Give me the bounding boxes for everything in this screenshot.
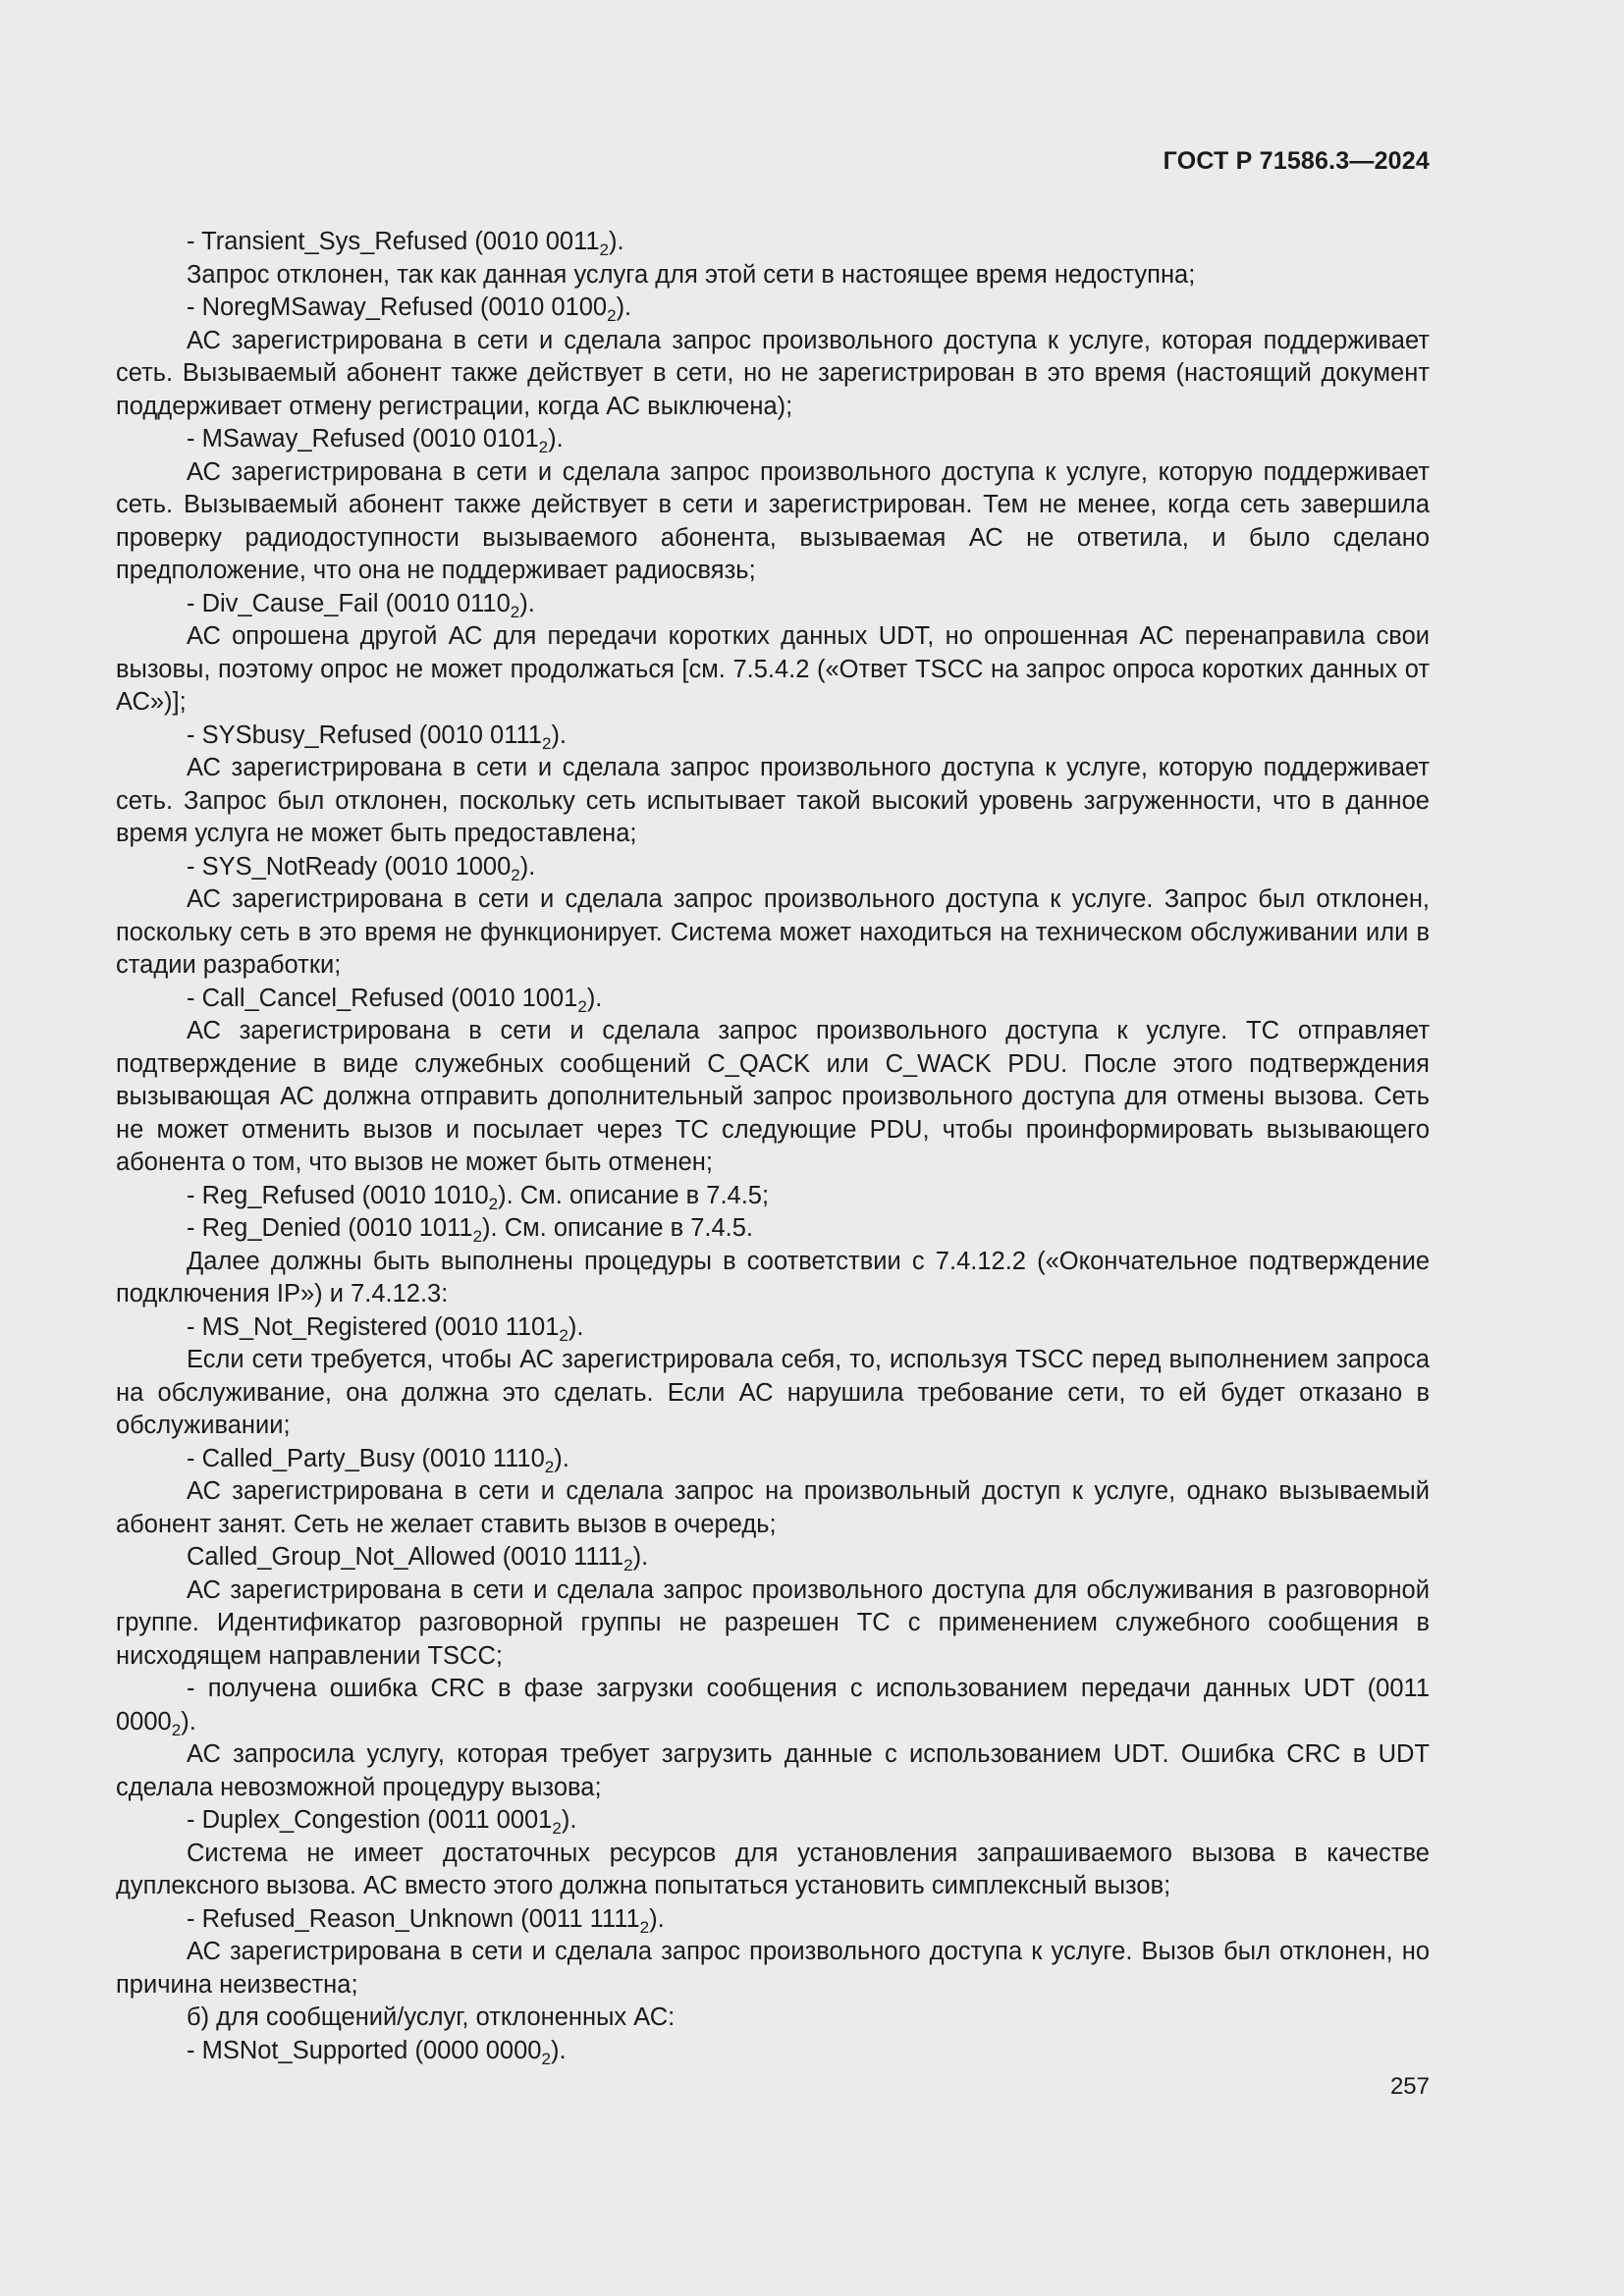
cause-description: АС зарегистрирована в сети и сделала запрос произвольного доступа к услуге. ТС отправляет подтверждение в виде служебных сообщений C_QACK или C_WACK PDU. После этого подтверждения вызывающая АС должна отправить дополнительный запрос произвольного доступа для отмены вызова. Сеть не может отменить вызов и посылает через ТС следующие PDU, чтобы проинформировать вызывающего абонента о том, что вызов не может быть отменен;: [116, 1017, 1430, 1176]
crc-item: - получена ошибка CRC в фазе загрузки сообщения с использованием передачи данных UDT (0011 $0000_2$).: [116, 1675, 1430, 1739]
document-body: [116, 226, 1430, 2067]
cause-code: - Refused_Reason_Unknown (0011 $1111_2$).: [187, 1904, 665, 1937]
cause-description: АС зарегистрирована в сети и сделала запрос произвольного доступа к услуге, которую поддерживает сеть. Вызываемый абонент также действует в сети и зарегистрирован. Тем не менее, когда сеть завершила проверку радиодоступности вызываемого абонента, вызываемая АС не ответила, и было сделано предположение, что она не поддерживает радиосвязь;: [116, 457, 1430, 584]
cause-description: АС опрошена другой АС для передачи коротких данных UDT, но опрошенная АС перенаправила свои вызовы, поэтому опрос не может продолжаться [см. 7.5.4.2 («Ответ TSCC на запрос опроса коротких данных от АС»)];: [116, 622, 1430, 716]
cause-description: Запрос отклонен, так как данная услуга для этой сети в настоящее время недоступна;: [187, 260, 1196, 289]
cause-description: АС зарегистрирована в сети и сделала запрос произвольного доступа для обслуживания в разговорной группе. Идентификатор разговорной группы не разрешен ТС с применением служебного сообщения в нисходящем направлении TSCC;: [116, 1575, 1430, 1670]
cause-code: - Transient_Sys_Refused (0010 $0011_2$).: [187, 228, 624, 259]
cause-code: - MS_Not_Registered (0010 $1101_2$).: [187, 1312, 584, 1345]
cause-description: Система не имеет достаточных ресурсов для установления запрашиваемого вызова в качестве дуплексного вызова. АС вместо этого должна попытаться установить симплексный вызов;: [116, 1839, 1430, 1899]
cause-code: - Reg_Denied (0010 $1011_2$). См. описание в 7.4.5.: [187, 1214, 754, 1246]
cause-description: Далее должны быть выполнены процедуры в соответствии с 7.4.12.2 («Окончательное подтверждение подключения IP») и 7.4.12.3:: [116, 1247, 1430, 1308]
page-number: 257: [1389, 2073, 1430, 2100]
cause-description: АС зарегистрирована в сети и сделала запрос произвольного доступа к услуге. Запрос был отклонен, поскольку сеть в это время не функционирует. Система может находиться на техническом обслуживании или в стадии разработки;: [116, 885, 1430, 979]
cause-code: - SYSbusy_Refused (0010 $0111_2$).: [187, 721, 568, 753]
cause-list: [116, 226, 1430, 1673]
cause-code: - Call_Cancel_Refused (0010 $1001_2$).: [187, 984, 603, 1016]
cause-code: - Called_Party_Busy (0010 $1110_2$).: [187, 1444, 569, 1476]
cause-code: - Reg_Refused (0010 $1010_2$). См. описание в 7.4.5;: [187, 1181, 770, 1213]
crc-description: АС запросила услугу, которая требует загрузить данные с использованием UDT. Ошибка CRC в UDT сделала невозможной процедуру вызова;: [116, 1740, 1430, 1801]
section-b-heading: б) для сообщений/услуг, отклоненных АС:: [187, 2003, 676, 2031]
cause-code: - Div_Cause_Fail (0010 $0110_2$).: [187, 589, 535, 621]
cause-code: - SYS_NotReady (0010 $1000_2$).: [187, 852, 536, 884]
cause-code: - NoregMSaway_Refused (0010 $0100_2$).: [187, 294, 632, 325]
cause-description: АС зарегистрирована в сети и сделала запрос произвольного доступа к услуге, которая поддерживает сеть. Вызываемый абонент также действует в сети, но не зарегистрирован в это время (настоящий документ поддерживает отмену регистрации, когда АС выключена);: [116, 326, 1430, 420]
cause-description: АС зарегистрирована в сети и сделала запрос произвольного доступа к услуге, которую поддерживает сеть. Запрос был отклонен, поскольку сеть испытывает такой высокий уровень загруженности, что в данное время услуга не может быть предоставлена;: [116, 754, 1430, 847]
document-header: ГОСТ Р 71586.3—2024: [1163, 147, 1430, 175]
cause-description: АС зарегистрирована в сети и сделала запрос на произвольный доступ к услуге, однако вызываемый абонент занят. Сеть не желает ставить вызов в очередь;: [116, 1477, 1430, 1538]
cause-code: - Duplex_Congestion (0011 $0001_2$).: [187, 1806, 577, 1838]
cause-description: Если сети требуется, чтобы АС зарегистрировала себя, то, используя TSCC перед выполнением запроса на обслуживание, она должна это сделать. Если АС нарушила требование сети, то ей будет отказано в обслуживании;: [116, 1346, 1430, 1439]
cause-code: - MSaway_Refused (0010 $0101_2$).: [187, 425, 564, 456]
last-cause-code: - MSNot_Supported (0000 $0000_2$).: [187, 2036, 567, 2068]
cause-description: АС зарегистрирована в сети и сделала запрос произвольного доступа к услуге. Вызов был отклонен, но причина неизвестна;: [116, 1938, 1430, 1999]
cause-list-continued: [116, 1804, 1430, 2002]
cause-code: Called_Group_Not_Allowed (0010 $1111_2$).: [187, 1543, 649, 1575]
